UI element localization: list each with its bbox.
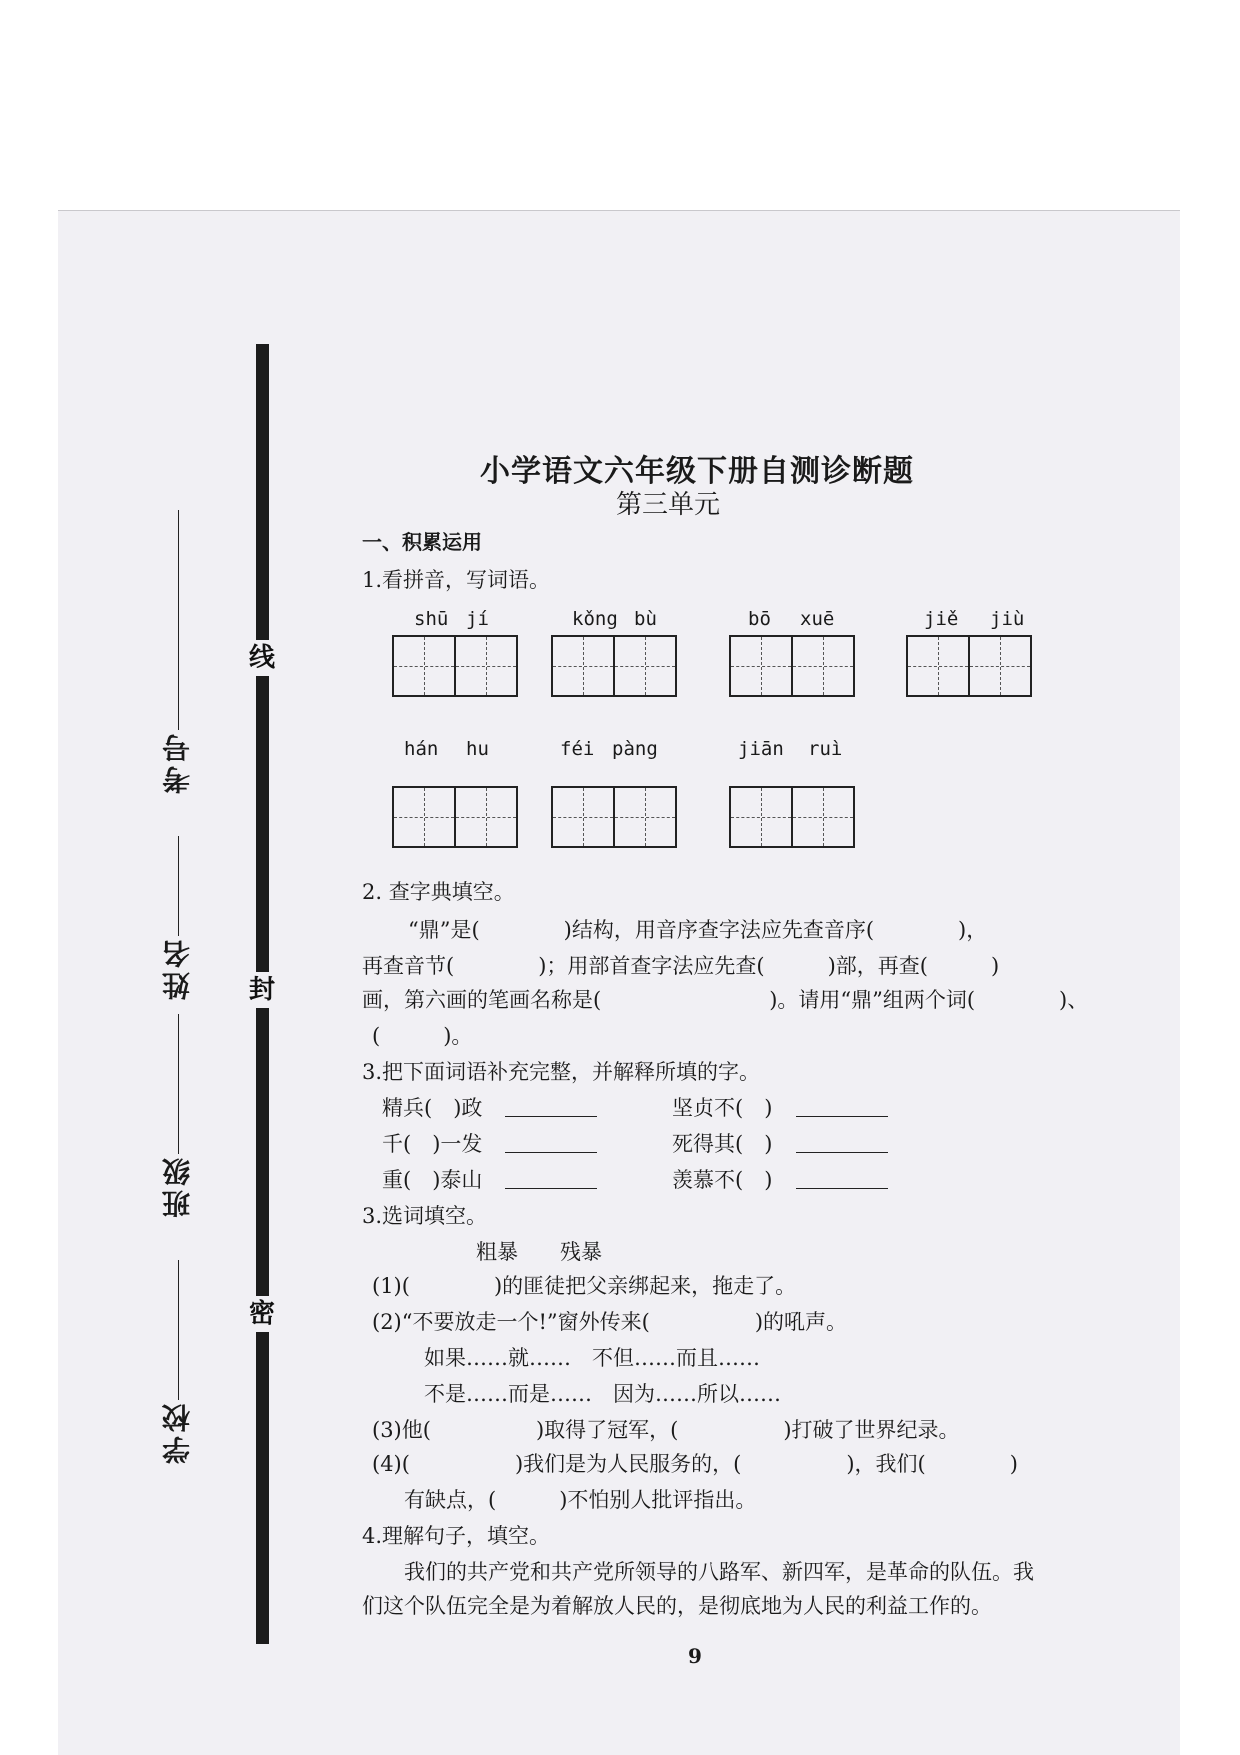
q2-line: “鼎”是( )结构，用音序查字法应先查音序( )， [408,918,988,942]
pinyin: kǒng [572,608,618,630]
q4-sentence: (4)( )我们是为人民服务的，( )，我们( ) [372,1452,1018,1476]
idiom-item: 重( )泰山 [382,1168,483,1192]
q5-passage: 我们的共产党和共产党所领导的八路军、新四军，是革命的队伍。我 [404,1560,1034,1584]
binding-mark-top: 线 [244,640,280,676]
q5-passage: 们这个队伍完全是为着解放人民的，是彻底地为人民的利益工作的。 [362,1594,992,1618]
section-heading: 一、积累运用 [362,530,482,554]
writing-box[interactable] [551,786,677,848]
q4-sentence: 有缺点，( )不怕别人批评指出。 [404,1488,757,1512]
pinyin: féi [560,738,595,760]
binding-mark-middle: 封 [244,972,280,1008]
q1-prompt: 1.看拼音，写词语。 [362,568,551,592]
pinyin: jiù [990,608,1025,630]
conjunction-choices: 如果……就…… 不但……而且…… [424,1346,760,1370]
q2-line: 画，第六画的笔画名称是( )。请用“鼎”组两个词( )、 [362,988,1089,1012]
idiom-item: 死得其( ) [672,1132,773,1156]
answer-blank[interactable] [796,1152,888,1153]
q5-prompt: 4.理解句子，填空。 [362,1524,551,1548]
exam-no-line [178,510,179,730]
pinyin: jiě [924,608,959,630]
name-line [178,836,179,936]
school-field[interactable] [160,1260,196,1464]
answer-blank[interactable] [796,1188,888,1189]
class-label: 班级 [161,1154,194,1218]
answer-blank[interactable] [505,1188,597,1189]
class-field[interactable] [160,1014,196,1218]
q4-sentence: (3)他( )取得了冠军，( )打破了世界纪录。 [372,1418,960,1442]
page-number: 9 [688,1644,702,1668]
binding-mark-bottom: 密 [244,1296,280,1332]
q3-prompt: 3.把下面词语补充完整，并解释所填的字。 [362,1060,761,1084]
pinyin: jiān [738,738,784,760]
idiom-item: 坚贞不( ) [672,1096,773,1120]
pinyin: xuē [800,608,835,630]
writing-box[interactable] [392,786,518,848]
q2-line: ( )。 [372,1024,473,1048]
q4-sentence: (2)“不要放走一个!”窗外传来( )的吼声。 [372,1310,848,1334]
school-label: 学校 [161,1400,194,1464]
name-label: 姓名 [161,936,194,1000]
writing-box[interactable] [906,635,1032,697]
pinyin: ruì [808,738,843,760]
class-line [178,1014,179,1154]
page-title: 小学语文六年级下册自测诊断题 [480,454,914,489]
school-line [178,1260,179,1400]
exam-sheet [58,210,1180,1755]
idiom-item: 羡慕不( ) [672,1168,773,1192]
pinyin: bō [748,608,771,630]
answer-blank[interactable] [505,1152,597,1153]
pinyin: jí [466,608,489,630]
answer-blank[interactable] [505,1116,597,1117]
q4-sentence: (1)( )的匪徒把父亲绑起来，拖走了。 [372,1274,797,1298]
pinyin: hán [404,738,439,760]
pinyin: bù [634,608,657,630]
exam-no-label: 考号 [161,730,194,794]
word-choices: 粗暴 残暴 [476,1240,602,1264]
exam-no-field[interactable] [160,510,196,794]
writing-box[interactable] [729,635,855,697]
pinyin: pàng [612,738,658,760]
writing-box[interactable] [551,635,677,697]
q2-line: 再查音节( )；用部首查字法应先查( )部，再查( ) [362,954,1000,978]
writing-box[interactable] [729,786,855,848]
answer-blank[interactable] [796,1116,888,1117]
idiom-item: 精兵( )政 [382,1096,483,1120]
pinyin: shū [414,608,449,630]
name-field[interactable] [160,836,196,1000]
q4-prompt: 3.选词填空。 [362,1204,488,1228]
conjunction-choices: 不是……而是…… 因为……所以…… [424,1382,781,1406]
idiom-item: 千( )一发 [382,1132,483,1156]
writing-box[interactable] [392,635,518,697]
pinyin: hu [466,738,489,760]
unit-title: 第三单元 [616,490,721,520]
q2-prompt: 2. 查字典填空。 [362,880,515,904]
